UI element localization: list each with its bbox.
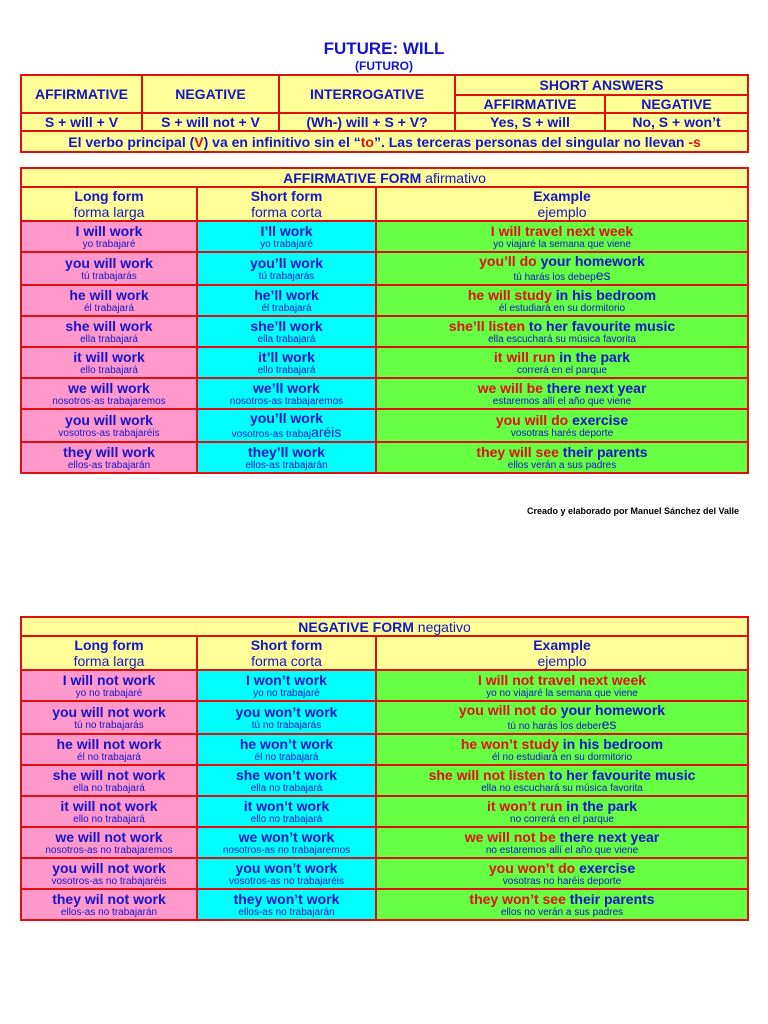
col-example [376, 636, 748, 670]
example-es-line [377, 334, 747, 346]
long-form-cell [21, 221, 197, 252]
example-es: estaremos allí el año que viene [492, 395, 632, 407]
long-form: she will work [65, 317, 153, 334]
table-row [21, 889, 748, 920]
short-form-cell [197, 316, 376, 347]
example-line [377, 253, 747, 269]
short-form-cell [197, 734, 376, 765]
short-form-es-line [198, 752, 375, 764]
example-es: yo viajaré la semana que viene [493, 238, 631, 250]
example-verb: you’ll do [479, 253, 537, 269]
example-verb: she’ll listen [448, 317, 526, 334]
short-form-es-tail: aréis [311, 424, 342, 440]
example-verb: we will not be [464, 828, 556, 845]
example-es: él estudiará en su dormitorio [498, 302, 626, 314]
example-cell [376, 285, 748, 316]
example-cell [376, 765, 748, 796]
long-form-es: vosotros-as trabajaréis [58, 427, 160, 439]
example-es: no correrá en el parque [510, 813, 614, 825]
short-form-cell [197, 285, 376, 316]
long-form-cell [21, 889, 197, 920]
long-form-cell [21, 409, 197, 442]
long-form-cell [21, 285, 197, 316]
affirmative-title [21, 168, 748, 187]
long-form: they wil not work [52, 890, 166, 907]
example-verb: you will do [495, 411, 569, 428]
long-form-es: yo no trabajaré [75, 687, 143, 699]
short-form-es: tú no trabajarás [251, 719, 322, 731]
long-form-cell [21, 796, 197, 827]
long-form-es: nosotros-as no trabajaremos [45, 844, 173, 856]
short-form: they’ll work [247, 443, 326, 460]
short-form-cell [197, 670, 376, 701]
page-subtitle: (FUTURO) [355, 59, 413, 73]
example-es-line [377, 783, 747, 795]
long-form-es: ellos-as trabajarán [67, 459, 151, 471]
example-es: ella no escuchará su música favorita [481, 782, 643, 794]
short-form-es: ellos-as no trabajarán [238, 906, 335, 918]
col-short-es: forma corta [251, 204, 322, 220]
short-form-es-line [198, 845, 375, 857]
long-form-es: tú no trabajarás [74, 719, 144, 731]
example-es: yo no viajaré la semana que viene [486, 687, 638, 699]
example-verb: you won’t do [488, 859, 576, 876]
long-form: I will work [75, 222, 143, 239]
table-row [21, 858, 748, 889]
long-form-es: vosotros-as no trabajaréis [51, 875, 167, 887]
long-form-es: yo trabajaré [82, 238, 136, 250]
long-form-es: ello no trabajará [73, 813, 145, 825]
note-part-2: ) va en infinitivo sin el “ [203, 133, 361, 150]
header-interrogative: INTERROGATIVE [279, 75, 455, 113]
short-form-es-line [198, 783, 375, 795]
short-form-cell [197, 701, 376, 734]
example-cell [376, 796, 748, 827]
example-es-line [377, 365, 747, 377]
col-example-label: Example [533, 188, 591, 204]
note-s: -s [688, 133, 701, 150]
short-form-es-line [198, 907, 375, 919]
example-rest: there next year [555, 828, 660, 845]
long-form: they will work [63, 443, 155, 460]
example-rest: to her favourite music [545, 766, 696, 783]
example-es-line [377, 303, 747, 315]
short-form-es-line [198, 876, 375, 888]
example-verb: they won’t see [469, 890, 566, 907]
example-verb: they will see [476, 443, 559, 460]
example-es-line [377, 876, 747, 888]
short-form-es-line [198, 239, 375, 251]
example-verb: she will not listen [428, 766, 546, 783]
col-example-es: ejemplo [537, 204, 587, 220]
example-rest: in his bedroom [558, 735, 664, 752]
example-cell [376, 889, 748, 920]
example-rest: exercise [575, 859, 636, 876]
long-form: you will work [65, 254, 153, 271]
example-line [377, 349, 747, 365]
short-form-es-line [198, 271, 375, 283]
short-form-es: nosotros-as no trabajaremos [222, 844, 351, 856]
short-form-cell [197, 796, 376, 827]
example-es-line [377, 428, 747, 440]
example-es-tail: es [601, 716, 617, 732]
example-line [377, 860, 747, 876]
long-form: you will not work [52, 703, 166, 720]
example-cell [376, 252, 748, 285]
short-form-es: vosotros-as trabaj [231, 429, 312, 440]
table-row [21, 285, 748, 316]
short-form-es: tú trabajarás [258, 270, 315, 282]
example-verb: it will run [493, 348, 556, 365]
example-es: vosotras harés deporte [510, 427, 614, 439]
header-sa-affirmative: AFFIRMATIVE [455, 95, 605, 113]
note-part-3: ”. Las terceras personas del singular no llevan [373, 133, 689, 150]
example-es-tail: es [595, 267, 611, 283]
formula-sa-affirmative: Yes, S + will [455, 113, 605, 131]
col-short-label: Short form [250, 637, 323, 653]
example-cell [376, 858, 748, 889]
short-form: she won’t work [235, 766, 338, 783]
page-title: FUTURE: WILL [323, 39, 445, 58]
long-form-es: ella no trabajará [73, 782, 145, 794]
short-form-es: ello no trabajará [250, 813, 323, 825]
formula-sa-negative: No, S + won’t [605, 113, 748, 131]
col-long-es: forma larga [73, 204, 145, 220]
long-form-cell [21, 670, 197, 701]
example-cell [376, 221, 748, 252]
long-form-cell [21, 316, 197, 347]
header-negative: NEGATIVE [142, 75, 279, 113]
table-row [21, 409, 748, 442]
table-row [21, 316, 748, 347]
header-short-answers: SHORT ANSWERS [455, 75, 748, 95]
short-form-cell [197, 765, 376, 796]
example-rest: exercise [568, 411, 629, 428]
short-form: we’ll work [253, 379, 320, 396]
table-row [21, 221, 748, 252]
long-form-cell [21, 701, 197, 734]
col-example [376, 187, 748, 221]
example-verb: he won’t study [460, 735, 559, 752]
example-cell [376, 316, 748, 347]
example-line [377, 380, 747, 396]
long-form-cell [21, 252, 197, 285]
example-rest: your homework [536, 253, 645, 269]
short-form-cell [197, 827, 376, 858]
table-row [21, 827, 748, 858]
col-long [21, 187, 197, 221]
short-form: we won’t work [238, 828, 335, 845]
affirmative-table [20, 167, 749, 474]
example-verb: I will travel next week [490, 222, 634, 239]
example-es-line [377, 718, 747, 733]
example-verb: I will not travel next week [477, 671, 647, 688]
short-form: they won’t work [233, 890, 340, 907]
col-short [197, 187, 376, 221]
example-es: tú harás los debер [513, 272, 596, 283]
short-form-es: yo no trabajaré [253, 687, 320, 699]
short-form: I won’t work [246, 671, 327, 688]
example-es: no estaremos allí el año que viene [485, 844, 639, 856]
grammar-note [21, 131, 748, 152]
example-es-line [377, 907, 747, 919]
col-long [21, 636, 197, 670]
negative-table [20, 616, 749, 921]
table-row [21, 734, 748, 765]
formula-negative: S + will not + V [142, 113, 279, 131]
example-es-line [377, 460, 747, 472]
example-es: ellos verán a sus padres [507, 459, 617, 471]
long-form-cell [21, 347, 197, 378]
short-form-es: ellos-as trabajarán [245, 459, 328, 471]
negative-title-rest: negativo [413, 618, 471, 635]
example-line [377, 702, 747, 718]
example-es-line [377, 269, 747, 284]
example-verb: he will study [467, 286, 552, 303]
long-form: we will work [68, 379, 150, 396]
example-verb: you will not do [458, 702, 557, 718]
short-form-cell [197, 378, 376, 409]
example-line [377, 412, 747, 428]
short-form-es-line [198, 426, 375, 441]
short-form-es: ello trabajará [257, 364, 316, 376]
example-cell [376, 378, 748, 409]
long-form: you will work [65, 411, 153, 428]
short-form-es-line [198, 365, 375, 377]
short-form: he’ll work [254, 286, 319, 303]
long-form-cell [21, 734, 197, 765]
long-form-cell [21, 827, 197, 858]
table-row [21, 347, 748, 378]
formula-interrogative: (Wh-) will + S + V? [279, 113, 455, 131]
col-short-label: Short form [250, 188, 323, 204]
summary-table [20, 74, 749, 153]
short-form-es: él trabajará [261, 302, 312, 314]
example-rest: there next year [542, 379, 647, 396]
example-line [377, 672, 747, 688]
example-line [377, 318, 747, 334]
example-rest: in his bedroom [551, 286, 657, 303]
short-form-es-line [198, 688, 375, 700]
long-form-cell [21, 765, 197, 796]
note-v: V [194, 133, 204, 150]
example-line [377, 736, 747, 752]
table-row [21, 701, 748, 734]
short-form: he won’t work [239, 735, 334, 752]
example-line [377, 444, 747, 460]
table-row [21, 442, 748, 473]
short-form: you won’t work [235, 859, 338, 876]
short-form-cell [197, 858, 376, 889]
example-rest: their parents [565, 890, 655, 907]
header-sa-negative: NEGATIVE [605, 95, 748, 113]
long-form-es: nosotros-as trabajaremos [52, 395, 166, 407]
short-form-es: ella no trabajará [250, 782, 323, 794]
long-form: it will not work [60, 797, 158, 814]
example-es: correrá en el parque [516, 364, 608, 376]
example-rest: in the park [562, 797, 638, 814]
short-form-cell [197, 442, 376, 473]
long-form-es: tú trabajarás [81, 270, 137, 282]
long-form: he will not work [56, 735, 162, 752]
example-verb: it won’t run [486, 797, 563, 814]
long-form-es: él no trabajará [77, 751, 141, 763]
short-form: she’ll work [250, 317, 323, 334]
note-to: to [360, 133, 374, 150]
table-row [21, 670, 748, 701]
long-form: we will not work [55, 828, 163, 845]
long-form-es: él trabajará [83, 302, 135, 314]
example-es: tú no harás los deber [507, 721, 602, 732]
example-es: vosotras no haréis deporte [502, 875, 622, 887]
long-form: it will work [73, 348, 145, 365]
example-line [377, 223, 747, 239]
short-form-cell [197, 221, 376, 252]
formula-affirmative: S + will + V [21, 113, 142, 131]
short-form-es-line [198, 303, 375, 315]
long-form-cell [21, 858, 197, 889]
short-form: you won’t work [235, 703, 338, 720]
header-affirmative: AFFIRMATIVE [21, 75, 142, 113]
affirmative-title-bold: AFFIRMATIVE FORM [283, 169, 422, 186]
col-long-label: Long form [74, 637, 144, 653]
col-long-label: Long form [74, 188, 144, 204]
example-line [377, 891, 747, 907]
example-line [377, 767, 747, 783]
table-row [21, 765, 748, 796]
example-verb: we will be [477, 379, 543, 396]
short-form-cell [197, 409, 376, 442]
short-form-es: nosotros-as trabajaremos [229, 395, 344, 407]
short-form-es: yo trabajaré [260, 238, 313, 250]
example-cell [376, 409, 748, 442]
long-form: you will not work [52, 859, 166, 876]
short-form-cell [197, 889, 376, 920]
short-form: you’ll work [249, 254, 324, 271]
credit-line: Creado y elaborado por Manuel Sánchez del Valle [527, 506, 740, 516]
example-line [377, 829, 747, 845]
example-es: ellos no verán a sus padres [500, 906, 624, 918]
example-cell [376, 701, 748, 734]
affirmative-title-rest: afirmativo [421, 169, 486, 186]
example-line [377, 287, 747, 303]
short-form-es: vosotros-as no trabajaréis [228, 875, 345, 887]
short-form-es-line [198, 720, 375, 732]
example-cell [376, 827, 748, 858]
short-form-es-line [198, 460, 375, 472]
short-form-es-line [198, 334, 375, 346]
col-short-es: forma corta [251, 653, 322, 669]
short-form: it’ll work [258, 348, 315, 365]
long-form-es: ella trabajará [80, 333, 138, 345]
example-rest: their parents [558, 443, 648, 460]
table-row [21, 378, 748, 409]
col-example-label: Example [533, 637, 591, 653]
example-es-line [377, 814, 747, 826]
long-form-es: ello trabajará [80, 364, 138, 376]
long-form-cell [21, 378, 197, 409]
short-form-es: él no trabajará [254, 751, 319, 763]
example-es-line [377, 845, 747, 857]
short-form: I’ll work [260, 222, 313, 239]
short-form-es-line [198, 814, 375, 826]
example-es-line [377, 239, 747, 251]
example-es: él no estudiará en su dormitorio [491, 751, 633, 763]
note-part-1: El verbo principal ( [68, 133, 195, 150]
example-es-line [377, 752, 747, 764]
short-form: you’ll work [249, 410, 324, 426]
example-rest: to her favourite music [525, 317, 676, 334]
example-cell [376, 442, 748, 473]
col-short [197, 636, 376, 670]
example-rest: in the park [555, 348, 631, 365]
long-form-es: ellos-as no trabajarán [60, 906, 158, 918]
example-cell [376, 347, 748, 378]
short-form-es: ella trabajará [257, 333, 316, 345]
short-form: it won’t work [243, 797, 330, 814]
negative-title-bold: NEGATIVE FORM [298, 618, 414, 635]
example-es-line [377, 688, 747, 700]
example-es-line [377, 396, 747, 408]
long-form-cell [21, 442, 197, 473]
long-form: she will not work [52, 766, 166, 783]
example-es: ella escuchará su música favorita [488, 333, 636, 345]
short-form-cell [197, 252, 376, 285]
long-form: he will work [69, 286, 149, 303]
example-cell [376, 670, 748, 701]
table-row [21, 252, 748, 285]
col-long-es: forma larga [73, 653, 145, 669]
table-row [21, 796, 748, 827]
short-form-es-line [198, 396, 375, 408]
short-form-cell [197, 347, 376, 378]
long-form: I will not work [62, 671, 156, 688]
example-cell [376, 734, 748, 765]
example-rest: your homework [556, 702, 666, 718]
negative-title [21, 617, 748, 636]
col-example-es: ejemplo [537, 653, 587, 669]
example-line [377, 798, 747, 814]
